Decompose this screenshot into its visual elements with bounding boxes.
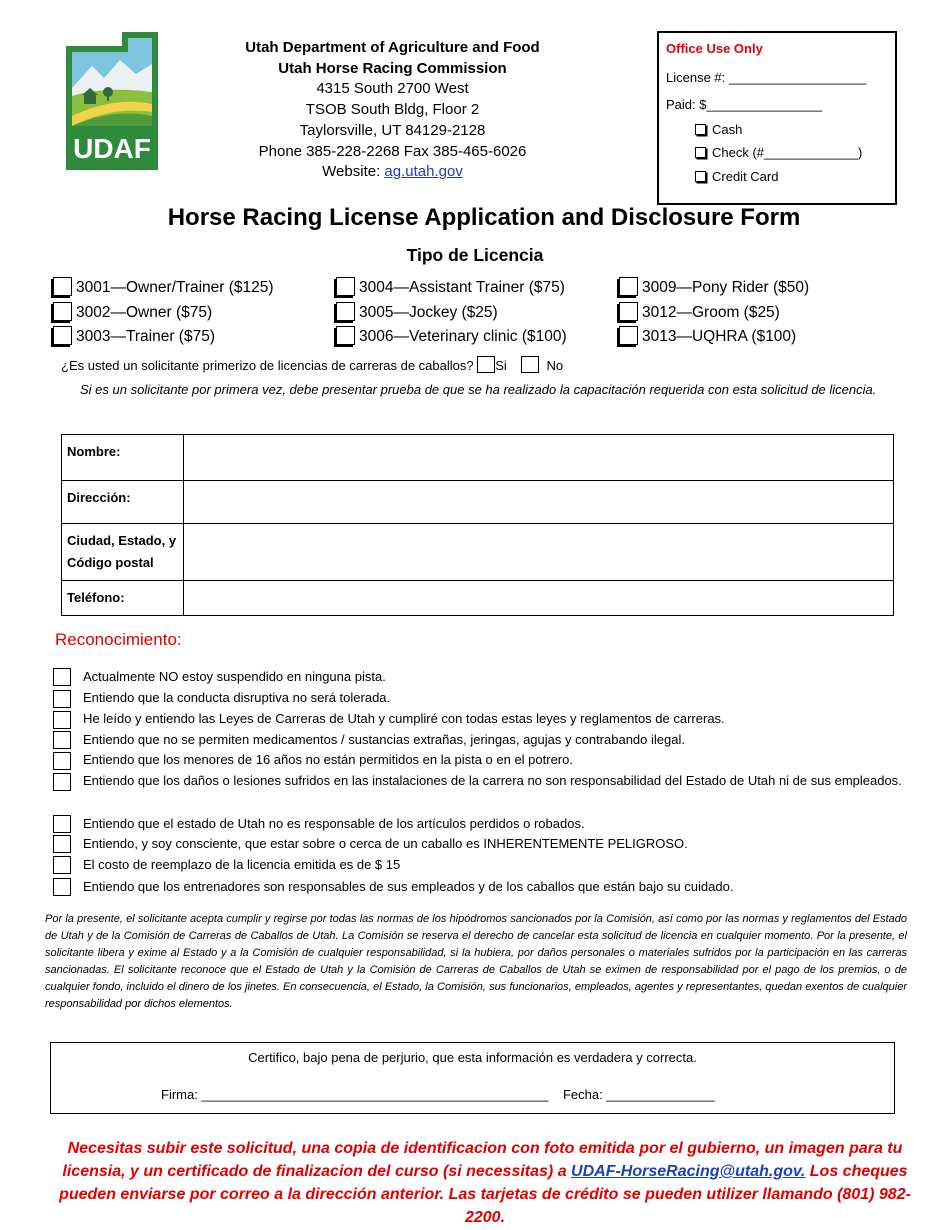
first-time-question (61, 356, 563, 373)
phone-field[interactable] (184, 581, 894, 616)
udaf-logo (64, 30, 160, 172)
date-field[interactable]: Fecha: _______________ (562, 1087, 715, 1102)
credit-card-option[interactable] (695, 169, 778, 184)
website-link[interactable]: ag.utah.gov (384, 163, 463, 181)
license-checkbox[interactable] (619, 302, 638, 321)
first-time-no-checkbox[interactable] (521, 356, 539, 373)
commission-name: Utah Horse Racing Commission (278, 59, 507, 77)
address-line-1: 4315 South 2700 West (316, 80, 469, 98)
form-title: Horse Racing License Application and Disclosure Form (167, 204, 801, 231)
license-checkbox[interactable] (53, 302, 72, 321)
license-checkbox[interactable] (619, 277, 638, 296)
license-number-line: License #: ___________________ (666, 70, 867, 85)
license-checkbox[interactable] (619, 326, 638, 345)
ack-item: Entiendo que no se permiten medicamentos / sustancias extrañas, jeringas, agujas y contrabando ilegal. (83, 732, 685, 747)
ack-item: He leído y entiendo las Leyes de Carreras de Utah y cumpliré con todas estas leyes y reglamentos de carreras. (83, 711, 725, 726)
check-label: Check (#_____________) (712, 145, 863, 160)
license-label: 3005—Jockey ($25) (359, 304, 498, 321)
office-use-title: Office Use Only (666, 41, 763, 56)
office-use-box (657, 31, 897, 205)
cash-option[interactable] (695, 122, 742, 137)
license-label: 3012—Groom ($25) (642, 304, 780, 321)
logo-text: UDAF (73, 133, 151, 164)
ack-checkbox[interactable] (53, 731, 71, 749)
address-field[interactable] (184, 481, 894, 524)
credit-card-checkbox[interactable] (695, 171, 706, 182)
submission-note (40, 1137, 930, 1229)
website-line (200, 162, 585, 183)
first-time-note: Si es un solicitante por primera vez, debe presentar prueba de que se ha realizado la capacitación requerida con esta solicitud de licencia. (80, 382, 877, 397)
agency-header (200, 38, 585, 183)
address-line-2: TSOB South Bldg, Floor 2 (305, 101, 480, 119)
city-field[interactable] (184, 524, 894, 581)
ack-checkbox[interactable] (53, 711, 71, 729)
ack-checkbox[interactable] (53, 668, 71, 686)
license-option-3009[interactable] (619, 276, 809, 300)
first-time-question-text: ¿Es usted un solicitante primerizo de licencias de carreras de caballos? (61, 358, 474, 373)
license-label: 3009—Pony Rider ($50) (642, 279, 810, 296)
ack-checkbox[interactable] (53, 690, 71, 708)
address-row (62, 481, 894, 524)
name-row (62, 435, 894, 481)
submission-note-text-2: Los cheques pueden enviarse por correo a la dirección anterior. Las tarjetas de crédito se pueden utilizer llamando (801) 982-2200. (59, 1163, 911, 1226)
first-time-no-label: No (546, 358, 564, 373)
city-label: Ciudad, Estado, y Código postal (62, 524, 184, 581)
ack-checkbox[interactable] (53, 752, 71, 770)
legal-disclaimer: Por la presente, el solicitante acepta cumplir y regirse por todas las normas de los hipódromos sancionados por la Comisión, así como por las normas y reglamentos del Estado de Utah y de la Comisión de Carreras de Caballos de Utah. La Comisión se reserva el derecho de cancelar esta solicitud de licencia en cualquier momento. Por la presente, el solicitante libera y exime al Estado y a la Comisión de cualquier responsabilidad, si la hubiera, por daños personales o materiales sufridos por la participación en las carreras sancionadas. El solicitante reconoce que el Estado de Utah y la Comisión de Carreras de Caballos de Utah se eximen de responsabilidad por el pago de los premios, o de cualquier fondo, incluido el dinero de los jinetes. En consecuencia, el Estado, la Comisión, sus funcionarios, empleados, agentes y representantes, quedan exentos de cualquier responsabilidad por dichos elementos. (45, 913, 907, 1010)
ack-item: Actualmente NO estoy suspendido en ninguna pista. (83, 669, 386, 684)
license-option-3002[interactable] (53, 301, 212, 325)
address-line-3: Taylorsville, UT 84129-2128 (299, 121, 486, 139)
first-time-yes-checkbox[interactable] (477, 356, 495, 373)
license-checkbox[interactable] (53, 277, 72, 296)
license-label: 3003—Trainer ($75) (76, 328, 215, 345)
address-label: Dirección: (62, 481, 184, 524)
license-option-3012[interactable] (619, 301, 780, 325)
city-row (62, 524, 894, 581)
department-name: Utah Department of Agriculture and Food (245, 39, 540, 56)
submission-note-text: Necesitas subir este solicitud, una copia de identificacion con foto emitida por el gubierno, un imagen para tu licensia, y un certificado de finalizacion del curso (si necessitas) a (62, 1140, 903, 1180)
website-label: Website: (322, 163, 385, 181)
license-checkbox[interactable] (336, 277, 355, 296)
license-label: 3002—Owner ($75) (76, 304, 213, 321)
ack-checkbox[interactable] (53, 878, 71, 896)
check-option[interactable] (695, 145, 862, 160)
ack-item: Entiendo, y soy consciente, que estar sobre o cerca de un caballo es INHERENTEMENTE PELIGROSO. (83, 836, 688, 851)
license-checkbox[interactable] (336, 326, 355, 345)
ack-item: Entiendo que los menores de 16 años no están permitidos en la pista o en el potrero. (83, 752, 573, 767)
paid-line: Paid: $________________ (666, 97, 823, 112)
signature-date-line (161, 1087, 715, 1102)
ack-item: Entiendo que los daños o lesiones sufridos en las instalaciones de la carrera no son responsabilidad del Estado de Utah ni de sus empleados. (83, 773, 902, 788)
acknowledgement-heading: Reconocimiento: (55, 630, 182, 649)
ack-checkbox[interactable] (53, 856, 71, 874)
phone-row (62, 581, 894, 616)
license-checkbox[interactable] (53, 326, 72, 345)
cash-checkbox[interactable] (695, 124, 706, 135)
name-label: Nombre: (62, 435, 184, 481)
signature-field[interactable]: Firma: ________________________________________________ (161, 1087, 549, 1102)
check-checkbox[interactable] (695, 147, 706, 158)
license-label: 3001—Owner/Trainer ($125) (76, 279, 274, 296)
license-checkbox[interactable] (336, 302, 355, 321)
email-link[interactable]: UDAF-HorseRacing@utah.gov. (571, 1163, 806, 1180)
license-option-3013[interactable] (619, 325, 796, 349)
ack-item: Entiendo que los entrenadores son responsables de sus empleados y de los caballos que están bajo su cuidado. (83, 879, 734, 894)
license-option-3003[interactable] (53, 325, 215, 349)
license-option-3004[interactable] (336, 276, 565, 300)
name-field[interactable] (184, 435, 894, 481)
certification-box (50, 1042, 895, 1114)
license-option-3005[interactable] (336, 301, 498, 325)
first-time-yes-label: Si (495, 358, 507, 373)
license-label: 3004—Assistant Trainer ($75) (359, 279, 565, 296)
license-option-3001[interactable] (53, 276, 274, 300)
ack-item: El costo de reemplazo de la licencia emitida es de $ 15 (83, 857, 401, 872)
ack-checkbox[interactable] (53, 835, 71, 853)
ack-checkbox[interactable] (53, 815, 71, 833)
certification-statement: Certifico, bajo pena de perjurio, que esta información es verdadera y correcta. (248, 1050, 697, 1065)
license-type-heading: Tipo de Licencia (406, 245, 544, 265)
cash-label: Cash (712, 122, 743, 137)
ack-checkbox[interactable] (53, 773, 71, 791)
ack-item: Entiendo que la conducta disruptiva no será tolerada. (83, 690, 391, 705)
phone-fax: Phone 385-228-2268 Fax 385-465-6026 (258, 142, 527, 160)
credit-card-label: Credit Card (712, 169, 779, 184)
applicant-info-table (61, 434, 894, 616)
license-label: 3006—Veterinary clinic ($100) (359, 328, 567, 345)
ack-item: Entiendo que el estado de Utah no es responsable de los artículos perdidos o robados. (83, 816, 585, 831)
phone-label: Teléfono: (62, 581, 184, 616)
license-option-3006[interactable] (336, 325, 567, 349)
license-label: 3013—UQHRA ($100) (642, 328, 797, 345)
